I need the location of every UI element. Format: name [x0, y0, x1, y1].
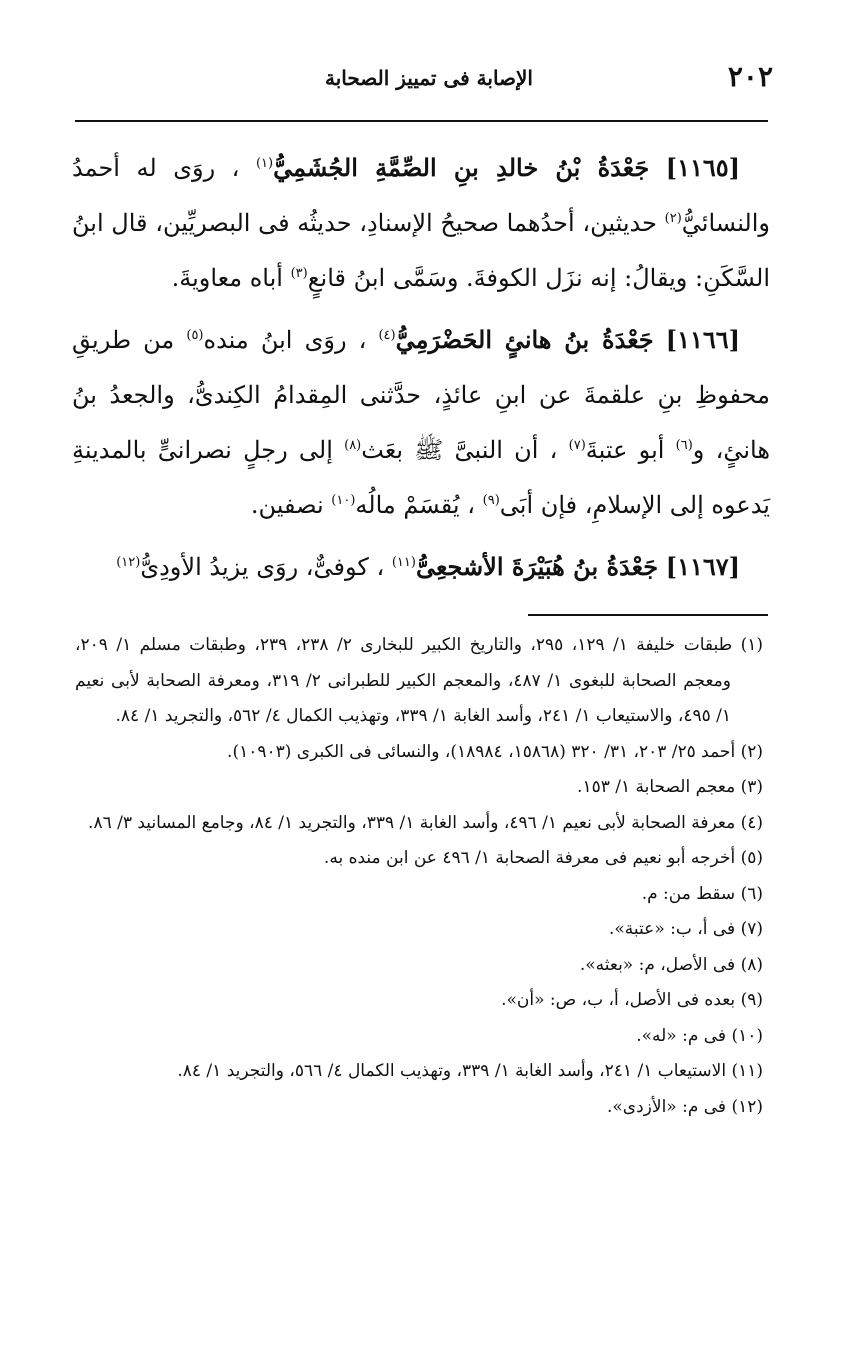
- footnote-5: (٥) أخرجه أبو نعيم فى معرفة الصحابة ١/ ٤٩٦ عن ابن منده به.: [323, 848, 763, 868]
- main-text: [72, 140, 770, 601]
- footnote-12: (١٢) فى م: «الأزدى».: [606, 1096, 763, 1117]
- entry-text: ، يُقسَمْ مالُه: [355, 491, 475, 519]
- footnote-9: (٩) بعده فى الأصل، أ، ب، ص: «أن».: [501, 990, 763, 1010]
- footnote-mark: (٥): [186, 328, 204, 343]
- entry-text: نصفين.: [250, 491, 324, 519]
- entry-number: [١١٦٧]: [665, 552, 740, 581]
- footnote-mark: (٨): [344, 438, 362, 453]
- entry-text: ، كوفىٌّ، روَى يزيدُ الأودِىُّ: [140, 553, 385, 581]
- entry-1165: [72, 140, 770, 306]
- entry-text: إلى رجلٍ نصرانىٍّ بالمدينةِ يَدعوه إلى الإسلامِ، فإن أبَى: [72, 436, 770, 519]
- footnote-mark: (١٠): [331, 493, 356, 508]
- footnote-mark: (١٢): [116, 555, 141, 570]
- footnote-mark: (٢): [664, 211, 682, 226]
- entry-text: ، روَى ابنُ منده: [203, 326, 367, 354]
- footnote-1: (١) طبقات خليفة ١/ ١٢٩، ٢٩٥، والتاريخ الكبير للبخارى ٢/ ٢٣٨، ٢٣٩، وطبقات مسلم ١/ ٢٠٩، ومعجم الصحابة للبغوى ١/ ٤٨٧، والمعجم الكبير للطبرانى ٢/ ٣١٩، ومعرفة الصحابة لأبى نعيم ١/ ٤٩٥، والاستيعاب ١/ ٢٤١، وأسد الغابة ١/ ٣٣٩، وتهذيب الكمال ٤/ ٥٦٢، والتجريد ١/ ٨٤.: [75, 635, 763, 726]
- footnote-mark: (٦): [675, 438, 693, 453]
- entry-1166: [72, 312, 770, 533]
- entry-name: جَعْدَةُ بنُ هانئٍ الحَضْرَمِيُّ: [395, 325, 654, 354]
- entry-text: أباه معاويةَ.: [171, 264, 283, 292]
- entry-text: ، أن النبىَّ ﷺ بعَث: [361, 436, 558, 464]
- footnote-mark: (٣): [290, 266, 308, 281]
- entry-name: جَعْدَةُ بنُ هُبَيْرَةَ الأشجعِىُّ: [415, 552, 659, 581]
- entry-text: حديثين، أحدُهما صحيحُ الإسنادِ، حديثُه فى البصريِّين، قال ابنُ السَّكَنِ: ويقالُ: إنه نزَل الكوفةَ. وسَمَّى ابنُ قانعٍ: [72, 209, 770, 292]
- footnote-8: (٨) فى الأصل، م: «بعثه».: [579, 954, 763, 975]
- footnote-mark: (٤): [378, 328, 396, 343]
- entry-text: ، روَى له أحمدُ والنسائيُّ: [72, 154, 770, 237]
- footnote-mark: (١١): [391, 555, 416, 570]
- footnote-11: (١١) الاستيعاب ١/ ٢٤١، وأسد الغابة ١/ ٣٣٩، وتهذيب الكمال ٤/ ٥٦٦، والتجريد ١/ ٨٤.: [177, 1061, 763, 1081]
- header-rule: [75, 120, 768, 122]
- entry-name: جَعْدَةُ بْنُ خالدِ بنِ الصِّمَّةِ الجُشَمِيُّ: [273, 153, 650, 182]
- entry-number: [١١٦٦]: [665, 325, 741, 354]
- entry-text: أبو عتبةَ: [585, 436, 665, 464]
- running-title: الإصابة فى تمييز الصحابة: [325, 66, 533, 90]
- footnote-4: (٤) معرفة الصحابة لأبى نعيم ١/ ٤٩٦، وأسد الغابة ١/ ٣٣٩، والتجريد ١/ ٨٤، وجامع المسانيد ٣/ ٨٦.: [88, 812, 763, 833]
- entry-text: من طريقِ محفوظِ بنِ علقمةَ عن ابنِ عائذٍ، حدَّثنى المِقدامُ الكِندىُّ، والجعدُ بنُ هانئٍ، و: [72, 326, 770, 464]
- footnote-mark: (٩): [482, 493, 500, 508]
- page-header: [85, 60, 773, 100]
- entry-1167: [72, 539, 770, 595]
- footnote-10: (١٠) فى م: «له».: [636, 1025, 763, 1046]
- footnotes: [75, 628, 763, 1125]
- footnote-mark: (١): [255, 156, 274, 171]
- footnote-2: (٢) أحمد ٢٥/ ٢٠٣، ٣١/ ٣٢٠ (١٥٨٦٨، ١٨٩٨٤)، والنسائى فى الكبرى (١٠٩٠٣).: [227, 741, 763, 762]
- footnote-7: (٧) فى أ، ب: «عتبة».: [609, 919, 763, 939]
- footnote-6: (٦) سقط من: م.: [641, 883, 763, 904]
- footnote-separator: [528, 614, 768, 616]
- footnote-mark: (٧): [568, 438, 586, 453]
- page-number: ٢٠٢: [727, 60, 773, 93]
- footnote-3: (٣) معجم الصحابة ١/ ١٥٣.: [577, 777, 763, 797]
- entry-number: [١١٦٥]: [665, 153, 740, 182]
